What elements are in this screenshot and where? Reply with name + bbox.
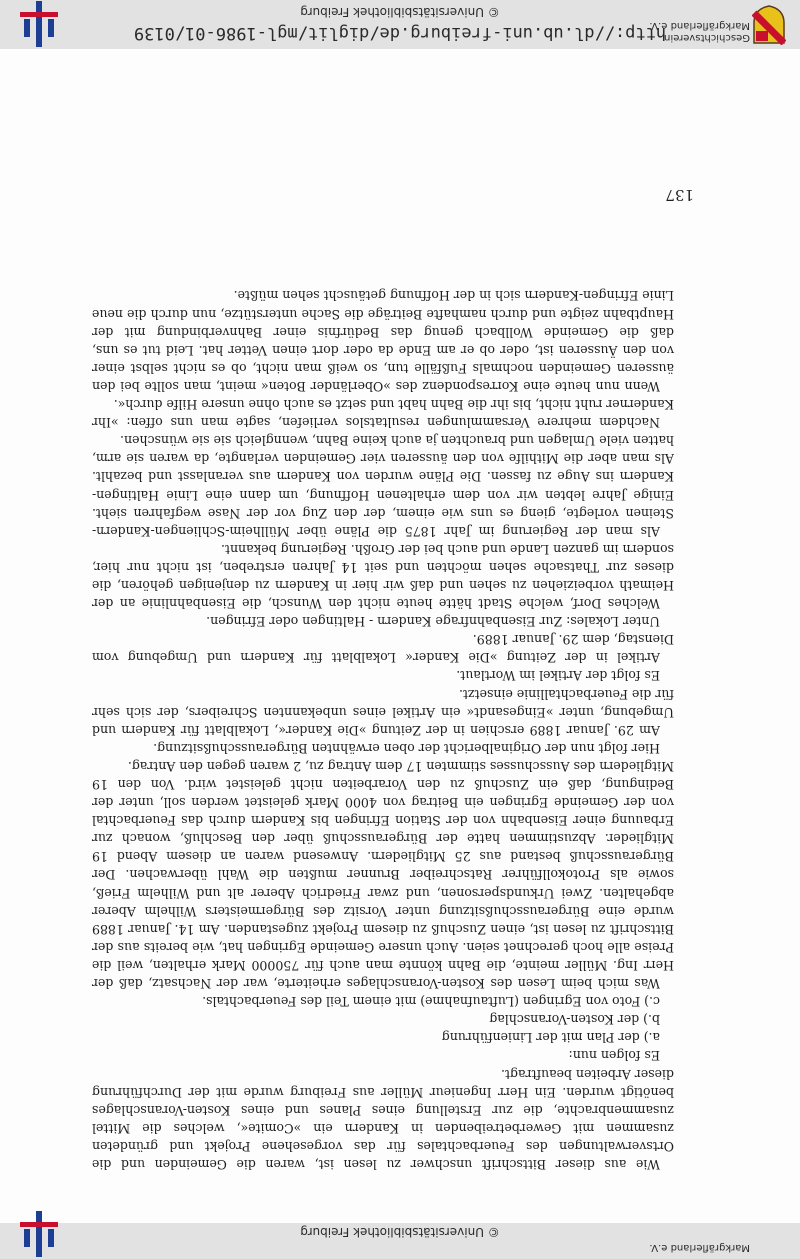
paragraph: Es folgt der Artikel im Wortlaut.	[456, 668, 660, 684]
paragraph: Nachdem mehrere Versammlungen resultatslos verliefen, sagte man uns offen: »Ihr Kanderner ruht nicht, bis ihr die Bahn habt und setzt es auch ohne unsere Hilfe durch«.	[92, 397, 674, 431]
list-item: c.) Foto von Egringen (Luftaufnahme) mit einem Teil des Feuerbachtals.	[202, 994, 660, 1010]
paragraph: Artikel in der Zeitung »Die Kander« Lokalblatt für Kandern und Umgebung vom Dienstag, dem 29. Januar 1889.	[92, 632, 674, 666]
university-logo-icon	[20, 1, 58, 47]
paragraph: Als man der Regierung im Jahr 1875 die Pläne über Müllheim-Schliengen-Kandern-Steinen vorlegte, gieng es uns wie einem, der den Zug vor der Nase wegfahren sieht. Einige Jahre lebten wir von dem erhaltenen Hoffnung, um dann eine Linie Haltingen-Kandern ins Auge zu fassen. Die Pläne wurden von Kandern aus veranlasst und bezahlt. Als man aber die Mithilfe von den äusseren vier Gemeinden verlangte, da waren sie arm, hatten viele Umlagen und brauchten ja auch keine Bahn, wenngleich sie sie wünschen.	[92, 433, 674, 539]
footer-org-line: Geschichtsverein	[664, 32, 750, 43]
footer-url[interactable]: http://dl.ub.uni-freiburg.de/diglit/mgl-1986-01/0139	[133, 23, 667, 43]
article-text	[92, 286, 674, 1173]
footer-band	[0, 0, 800, 49]
footer-org-line: Markgräflerland e.V.	[649, 20, 750, 31]
paragraph: Unter Lokales: Zur Eisenbahnfrage Kandern - Haltingen oder Efringen.	[206, 614, 660, 630]
page-number: 137	[665, 186, 694, 204]
paragraph: Welches Dorf, welche Stadt hätte heute nicht den Wunsch, die Eisenbahnlinie an der Heimath vorbeiziehen zu sehen und daß wir hier in Kandern zu denjenigen gehören, die dieses zur Thatsache sehen möchten und seit 14 Jahren erstreben, ist nicht nur hier, sondern im ganzen Lande und auch bei der Großh. Regierung bekannt.	[92, 541, 674, 612]
paragraph: Am 29. Januar 1889 erschien in der Zeitung »Die Kander«, Lokalblatt für Kandern und Umgebung, unter »Eingesandt« ein Artikel eines unbekannten Schreibers, der sich sehr für die Feuerbachtallinie einsetzt.	[92, 686, 674, 738]
paragraph: Wenn nun heute eine Korrespondenz des »Oberländer Boten« meint, man sollte bei den äusseren Gemeinden nochmals Fußfälle tun, so weiß man nicht, ob es nicht selbst einer von den Äusseren ist, oder ob er am Ende da oder dort einen Vetter hat. Leid tut es uns, daß die Gemeinde Wollbach genug das Bedürfnis einer Bahnverbindung mit der Hauptbahn zeigte und durch namhafte Beiträge die Sache unterstütze, nun durch die neue Linie Efringen-Kandern sich in der Hoffnung getäuscht sehen müßte.	[92, 288, 674, 394]
list-item: b.) der Kosten-Voranschlag	[489, 1012, 660, 1028]
footer-copyright: © Universitätsbibliothek Freiburg	[300, 5, 500, 19]
paragraph: Hier folgt nun der Originalbericht der oben erwähnten Bürgerausschußsitzung.	[153, 740, 660, 756]
university-logo-icon	[20, 1211, 58, 1257]
paragraph: Was mich beim Lesen des Kosten-Voranschlages erheiterte, war der Nachsatz, daß der Herr Ing. Müller meinte, die Bahn könnte man auch für 750000 Mark erhalten, weil die Preise alle hoch gerechnet seien. Auch unsere Gemeinde Egringen hat, wie bereits aus der Bittschrift zu lesen ist, einen Zuschuß zu diesem Projekt zugestanden. Am 14. Januar 1889 wurde eine Bürgerausschußsitzung unter Vorsitz des Bürgermeisters Wilhelm Aberer abgehalten. Zwei Urkundspersonen, und zwar Friedrich Aberer alt und Wilhelm Frieß, sowie als Protokollführer Ratschreiber Brunner mußten die Wahl überwachen. Der Bürgerausschuß bestand aus 25 Mitgliedern. Anwesend waren an diesem Abend 19 Mitglieder. Abzustimmen hatte der Bürgerausschuß über den Beschluß, wonach zur Erbauung einer Eisenbahn von der Station Efringen bis Kandern durch das Feuerbachtal von der Gemeinde Egringen ein Beitrag von 4000 Mark geleistet werden soll, unter der Bedingung, daß ein Zuschuß zu den Vorarbeiten nicht geleistet wird. Von den 19 Mitgliedern des Ausschusses stimmten 17 dem Antrag zu, 2 waren gegen den Antrag.	[92, 758, 674, 992]
header-copyright: © Universitätsbibliothek Freiburg	[300, 1225, 500, 1239]
list-item: a.) der Plan mit der Linienführung	[441, 1030, 660, 1046]
paragraph: Wie aus dieser Bittschrift unschwer zu lesen ist, waren die Gemeinden und die Ortsverwaltungen des Feuerbachtales für das vorgesehene Projekt und gründeten zusammen mit Gewerbetreibenden in Kandern ein »Comite«, welches die Mittel zusammenbrachte, die zur Erstellung eines Planes und eines Kosten-Voranschlages benötigt wurden. Ein Herr Ingenieur Müller aus Freiburg wurde mit der Durchführung dieser Arbeiten beauftragt.	[92, 1066, 674, 1172]
paragraph: Es folgen nun:	[568, 1048, 660, 1064]
header-band	[0, 1223, 800, 1259]
header-org: Markgräflerland e.V.	[649, 1242, 750, 1253]
